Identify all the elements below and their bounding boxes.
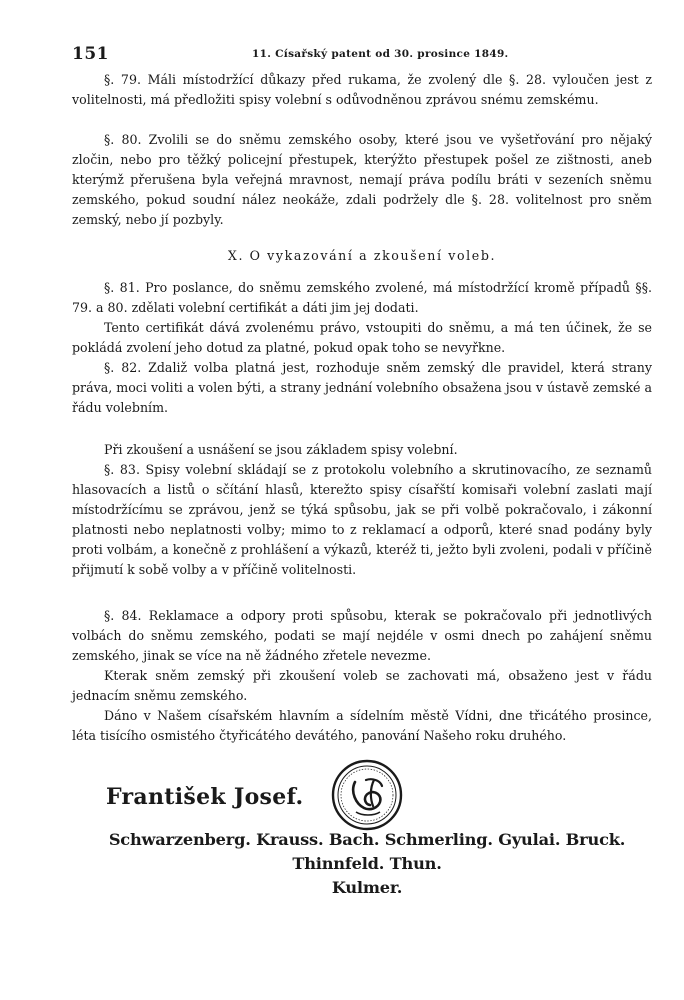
paragraph-text: §. 79. Máli místodržící důkazy před rukama, že zvolený dle §. 28. vyloučen jest z volitelnosti, má předložiti spisy volební s odůvodněnou zprávou snému zemskému. [72,72,652,107]
paragraph-84 [72,606,652,746]
paragraph-text: §. 80. Zvolili se do sněmu zemského osoby, které jsou ve vyšetřování pro nějaký zločin, nebo pro těžký policejní přestupek, kterýžto přestupek pošel ze zištnosti, aneb kterýmž přerušena byla veřejná mravnost, nemají práva podílu bráti v sezeních sněmu zemského, pokud soudní nález neokáže, zdali podržely dle §. 28. volitelnost pro sněm zemský, nebo jí pozbyly. [72,132,652,227]
signature-name: František Josef. [106,784,304,810]
paragraph-text: §. 81. Pro poslance, do sněmu zemského zvolené, má místodržící kromě případů §§. 79. a 80. zdělati volební certifikát a dáti jim jej dodati. [72,280,652,315]
paragraph-text: Tento certifikát dává zvolenému právo, vstoupiti do sněmu, a má ten účinek, že se pokládá zvolení jeho dotud za platné, pokud opak toho se nevyřkne. [72,320,652,355]
ministers-signatures [72,828,662,900]
paragraph-83 [72,440,652,580]
paragraph-text: Kterak sněm zemský při zkoušení voleb se zachovati má, obsaženo jest v řádu jednacím sněmu zemského. [72,668,652,703]
ministers-line: Kulmer. [331,878,403,897]
paragraph-text: Dáno v Našem císařském hlavním a sídelním městě Vídni, dne třicátého prosince, léta tisícího osmistého čtyřicátého devátého, panování Našeho roku druhého. [72,708,652,743]
paragraph-80 [72,130,652,230]
page-number: 151 [72,44,109,64]
section-heading: X. O vykazování a zkoušení voleb. [227,248,497,263]
ministers-line: Schwarzenberg. Krauss. Bach. Schmerling. Gyulai. Bruck. Thinnfeld. Thun. [108,830,626,873]
imperial-seal-icon [330,758,404,832]
paragraph-text: §. 82. Zdaliž volba platná jest, rozhoduje sněm zemský dle pravidel, která strany práva, moci voliti a volen býti, a strany jednání volebního obsažena jsou v ústavě zemské a řádu volebním. [72,360,652,415]
paragraph-text: Při zkoušení a usnášení se jsou základem spisy volební. [104,442,458,457]
page-header [72,44,652,66]
paragraph-79 [72,70,652,110]
running-title: 11. Císařský patent od 30. prosince 1849. [252,48,509,60]
paragraph-81 [72,278,652,418]
paragraph-text: §. 84. Reklamace a odpory proti spůsobu, kterak se pokračovalo při jednotlivých volbách do sněmu zemského, podati se mají nejdéle v osmi dnech po zahájení sněmu zemského, jinak se více na ně žádného zřetele nevezme. [72,608,652,663]
section-heading-container [72,246,652,266]
paragraph-text: §. 83. Spisy volební skládají se z protokolu volebního a skrutinovacího, ze seznamů hlasovacích a listů o sčítání hlasů, kterežto spisy císařští komisaři volební zaslati mají místodržícímu se zprávou, jenž se týká spůsobu, jak se při volbě pokračovalo, i zákonní platnosti nebo neplatnosti volby; mimo to z reklamací a odporů, které snad podány byly proti volbám, a konečně z prohlášení a výkazů, kteréž ti, ježto byli zvoleni, podali v příčině přijmutí k sobě volby a v příčině volitelnosti. [72,462,652,577]
